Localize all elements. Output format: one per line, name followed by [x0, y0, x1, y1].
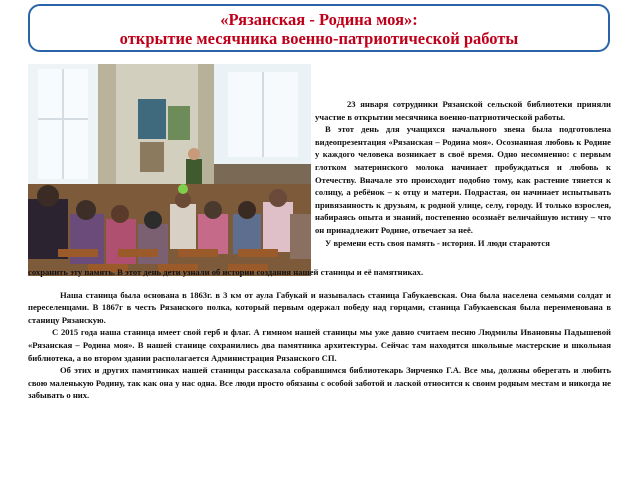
event-photo	[28, 64, 311, 276]
paragraph-history: Наша станица была основана в 1863г. в 3 км от аула Габукай и называлась станица Габукаевская. Она была населена семьями солдат и переселенцами. В 1867г в честь Рязанского полка, который первым одержал победу над горцами, станица Габукаевская была переименована в станицу Рязанскую.	[28, 289, 611, 325]
paragraph-conclusion: Об этих и других памятниках нашей станицы рассказала собравшимся библиотекарь Зирченко Г.А. Все мы, должны оберегать и любить свою маленькую Родину, так как она у нас одна. Все люди просто обязаны с особой заботой и лаской относится к своим родным местам и никогда не забывать о них.	[28, 365, 611, 401]
event-photo-image	[28, 64, 311, 276]
title-line-1: «Рязанская - Родина моя»:	[220, 10, 418, 29]
paragraph-memory-start: У времени есть своя память - история. И люди стараются	[325, 237, 550, 248]
title-line-2: открытие месячника военно-патриотической работы	[119, 29, 519, 48]
article-full-width	[28, 266, 611, 402]
paragraph-memory-end: сохранить эту память. В этот день дети узнали об истории создания нашей станицы и её памятниках.	[28, 267, 424, 277]
paragraph-presentation: В этот день для учащихся начального звена была подготовлена видеопрезентация «Рязанская – Родина моя». Осознанная любовь к Родине у каждого человека возникает в своё время. Одно несомненно: с первым глотком материнского молока начинает пробуждаться и любовь к Отечеству. Вначале это происходит подобно тому, как растение тянется к солнцу, а ребёнок – к отцу и матери. Подрастая, он начинает испытывать привязанность к друзьям, к родной улице, селу, городу. И только взрослея, набираясь опыта и знаний, постепенно осознаёт величайшую истину – что он принадлежит Родине, отвечает за неё.	[315, 124, 611, 235]
paragraph-symbols: С 2015 года наша станица имеет свой герб и флаг. А гимном нашей станицы мы уже давно считаем песню Людмилы Ивановны Падышевой «Рязанская – Родина моя». В нашей станице сохранились два памятника архитектуры. Сейчас там находятся школьные мастерские и школьная библиотека, а во втором здании располагается Администрация Рязанского СП.	[28, 327, 611, 363]
title-banner	[28, 4, 610, 52]
paragraph-intro: 23 января сотрудники Рязанской сельской библиотеки приняли участие в открытии месячника военно-патриотической работы.	[315, 99, 611, 122]
article-side-column	[315, 98, 611, 249]
